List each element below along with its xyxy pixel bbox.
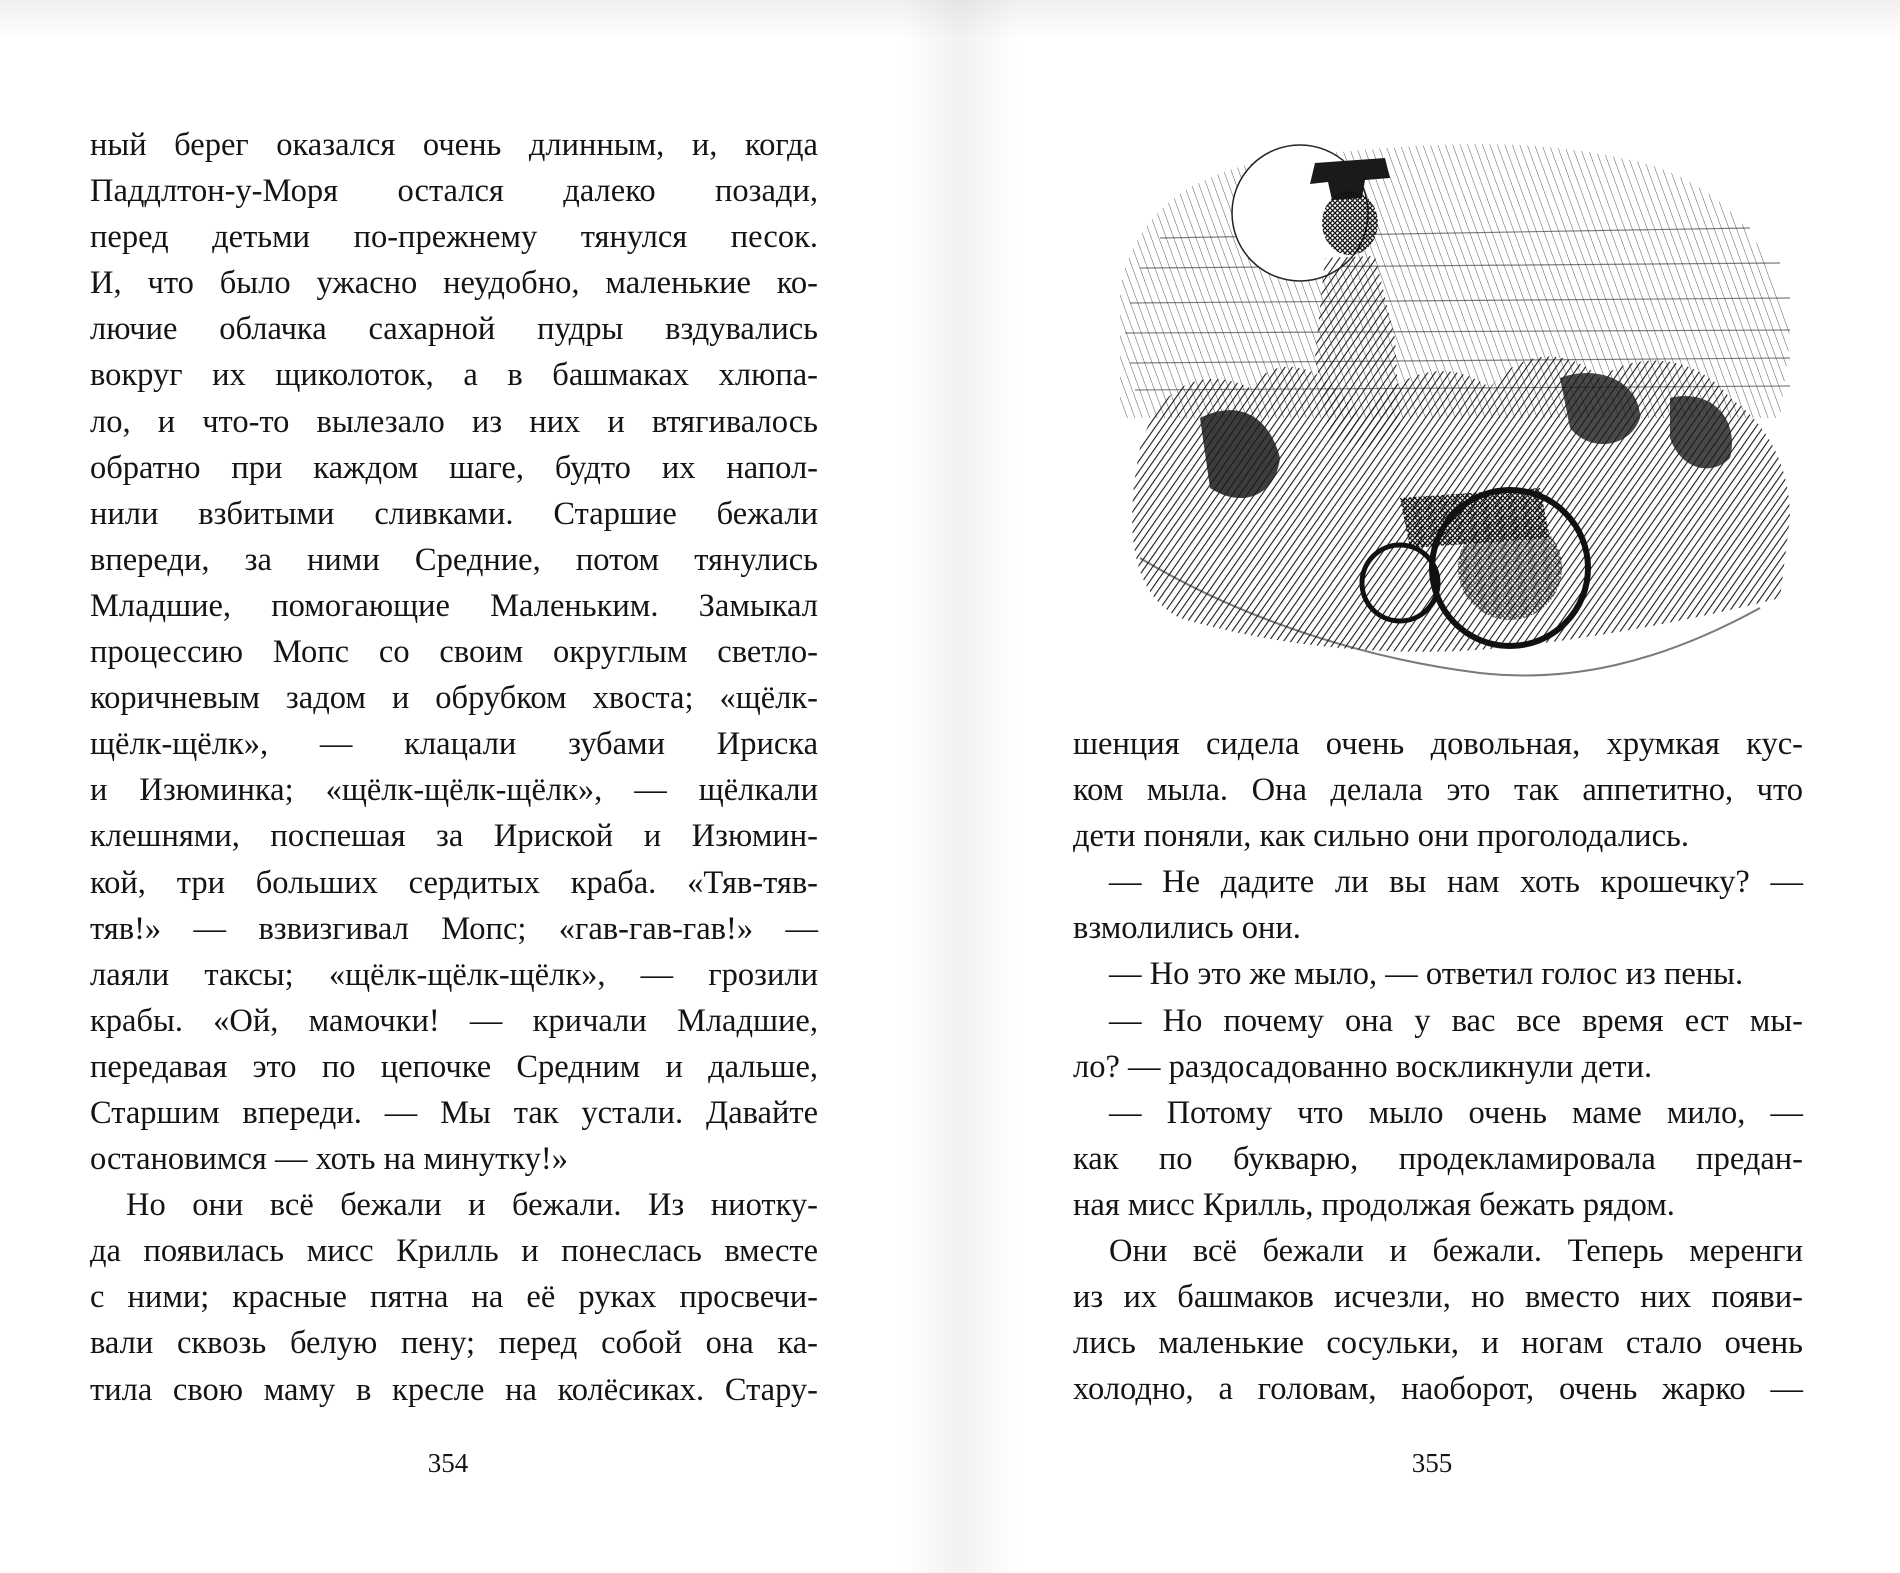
text-line: вали сквозь белую пену; перед собой она ка-	[90, 1325, 818, 1362]
text-line: коричневым задом и обрубком хвоста; «щёлк-	[90, 680, 818, 717]
text-line: крабы. «Ой, мамочки! — кричали Младшие,	[90, 1002, 818, 1039]
text-line: Но они всё бежали и бежали. Из ниотку-	[126, 1187, 818, 1224]
text-line: взмолились они.	[1073, 910, 1301, 947]
text-line: процессию Мопс со своим округлым светло-	[90, 634, 818, 671]
ink-illustration	[1100, 118, 1812, 708]
text-line: шенция сидела очень довольная, хрумкая кус-	[1073, 726, 1803, 762]
text-line: из их башмаков исчезли, но вместо них появи-	[1073, 1279, 1803, 1316]
text-line: ная мисс Крилль, продолжая бежать рядом.	[1073, 1186, 1675, 1223]
text-line: Младшие, помогающие Маленьким. Замыкал	[90, 587, 818, 624]
text-line: перед детьми по-прежнему тянулся песок.	[90, 219, 818, 256]
text-line: обратно при каждом шаге, будто их напол-	[90, 449, 818, 486]
text-line: вокруг их щиколоток, а в башмаках хлюпа-	[90, 357, 818, 394]
text-line: лаяли таксы; «щёлк-щёлк-щёлк», — грозили	[90, 956, 818, 993]
text-line: нили взбитыми сливками. Старшие бежали	[90, 495, 818, 532]
text-line: ло? — раздосадованно воскликнули дети.	[1073, 1048, 1653, 1085]
text-line: впереди, за ними Средние, потом тянулись	[90, 541, 818, 578]
text-line: — Но это же мыло, — ответил голос из пены.	[1109, 956, 1744, 993]
text-line: тяв!» — взвизгивал Мопс; «гав-гав-гав!» —	[90, 910, 818, 947]
text-line: кой, три больших сердитых краба. «Тяв-тяв-	[90, 864, 818, 901]
text-line: остановимся — хоть на минутку!»	[90, 1141, 568, 1178]
text-line: как по букварю, продекламировала предан-	[1073, 1140, 1803, 1177]
text-line: тила свою маму в кресле на колёсиках. Стару-	[90, 1371, 818, 1408]
text-line: ный берег оказался очень длинным, и, когда	[90, 127, 818, 163]
text-line: да появилась мисс Крилль и понеслась вместе	[90, 1233, 818, 1270]
text-line: с ними; красные пятна на её руках просвечи-	[90, 1279, 818, 1316]
text-line: холодно, а головам, наоборот, очень жарко —	[1073, 1371, 1803, 1408]
text-line: передавая это по цепочке Средним и дальше,	[90, 1048, 818, 1085]
text-line: ло, и что-то вылезало из них и втягивалось	[90, 403, 818, 440]
page-number-left: 354	[427, 1448, 469, 1478]
left-page-text	[90, 122, 818, 1413]
text-line: лись маленькие сосульки, и ногам стало очень	[1073, 1325, 1803, 1362]
page-number-right: 355	[1411, 1448, 1453, 1478]
text-line: Паддлтон-у-Моря остался далеко позади,	[90, 173, 818, 210]
right-page-text	[1073, 721, 1803, 1412]
text-line: — Потому что мыло очень маме мило, —	[1109, 1094, 1803, 1131]
text-line: Они всё бежали и бежали. Теперь меренги	[1109, 1233, 1803, 1270]
text-line: лючие облачка сахарной пудры вздувались	[90, 311, 818, 348]
text-line: — Не дадите ли вы нам хоть крошечку? —	[1109, 864, 1803, 901]
text-line: дети поняли, как сильно они проголодались.	[1073, 818, 1689, 855]
text-line: И, что было ужасно неудобно, маленькие ко-	[90, 265, 818, 302]
text-line: клешнями, поспешая за Ириской и Изюмин-	[90, 818, 818, 855]
text-line: — Но почему она у вас все время ест мы-	[1109, 1002, 1803, 1039]
text-line: и Изюминка; «щёлк-щёлк-щёлк», — щёлкали	[90, 772, 818, 809]
text-line: Старшим впереди. — Мы так устали. Давайте	[90, 1094, 818, 1131]
text-line: щёлк-щёлк», — клацали зубами Ириска	[90, 726, 818, 763]
book-gutter	[900, 0, 1020, 1573]
text-line: ком мыла. Она делала это так аппетитно, что	[1073, 772, 1803, 809]
